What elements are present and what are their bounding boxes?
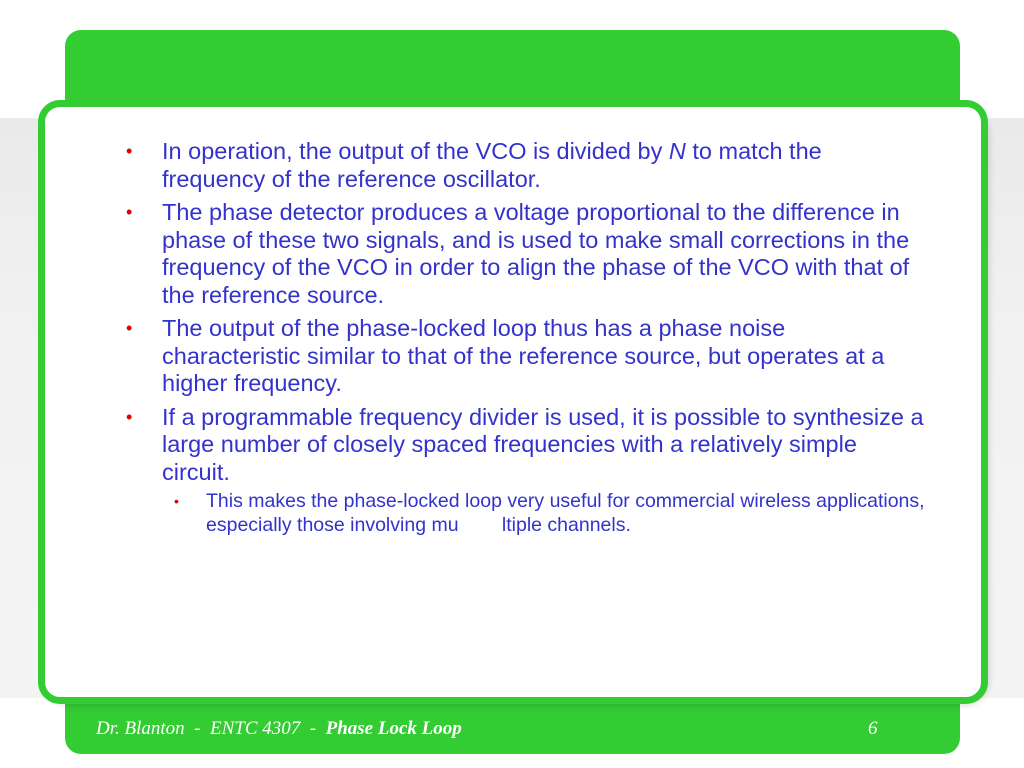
bullet-text: to match the frequency of the reference oscillator. — [162, 138, 822, 192]
footer-course-info — [96, 718, 462, 740]
bullet-item — [118, 404, 928, 538]
bullet-emphasis: N — [668, 138, 686, 164]
bullet-item — [118, 315, 928, 398]
footer-author-course: Dr. Blanton - ENTC 4307 - — [96, 718, 326, 739]
bullet-text: In operation, the output of the VCO is divided by — [162, 138, 669, 164]
bullet-text: The phase detector produces a voltage proportional to the difference in phase of these two signals, and is used to make small corrections in the frequency of the VCO in order to align the phase of the VCO with that of the reference source. — [162, 199, 910, 308]
sub-bullet-dot-icon: • — [174, 493, 179, 509]
page-number: 6 — [868, 718, 878, 739]
bullet-dot-icon: • — [126, 202, 133, 222]
bullet-text: If a programmable frequency divider is used, it is possible to synthesize a large number of closely spaced frequencies with a relatively simple circuit. — [162, 403, 924, 485]
bullet-dot-icon: • — [126, 318, 133, 338]
bullet-dot-icon: • — [126, 406, 133, 427]
bullet-list — [118, 138, 928, 543]
bullet-text: The output of the phase-locked loop thus has a phase noise characteristic similar to that of the reference source, but operates at a higher frequency. — [162, 315, 885, 396]
bullet-item — [118, 138, 928, 193]
bullet-item — [118, 199, 928, 309]
sub-bullet-list — [162, 490, 928, 537]
sub-bullet-item — [162, 490, 928, 537]
sub-bullet-text: This makes the phase-locked loop very useful for commercial wireless applications, especially those involving mu ltiple channels. — [206, 490, 930, 536]
footer-title: Phase Lock Loop — [325, 718, 462, 739]
bullet-dot-icon: • — [126, 141, 133, 161]
